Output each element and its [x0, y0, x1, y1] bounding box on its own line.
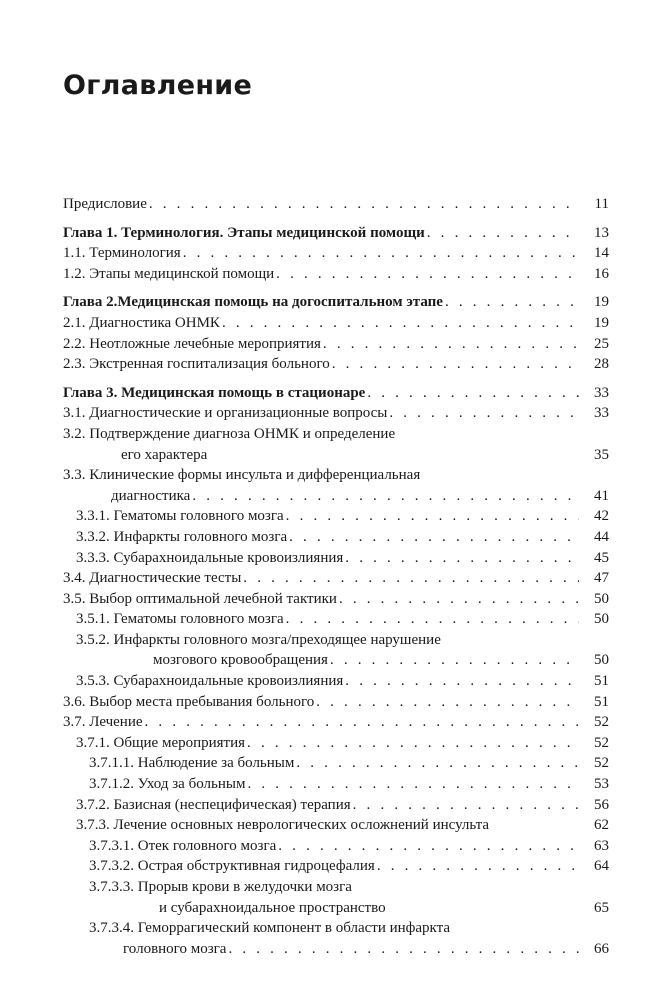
toc-entry-title: 3.3. Клинические формы инсульта и дифференциальная	[63, 467, 421, 484]
toc-entry-title: 3.5.2. Инфаркты головного мозга/преходящее нарушение	[76, 631, 441, 648]
toc-entry-page: 50	[594, 652, 609, 669]
toc-entry-title: Глава 1. Терминология. Этапы медицинской помощи	[63, 224, 425, 241]
toc-entry-chapter-2	[63, 292, 609, 313]
toc-entry-chapter-3	[63, 383, 609, 404]
toc-entry-title: 3.7.3.1. Отек головного мозга	[89, 837, 277, 854]
toc-entry-page: 14	[594, 245, 609, 262]
toc-leader-dots	[445, 292, 579, 313]
toc-entry-page: 52	[594, 734, 609, 751]
toc-entry	[63, 692, 609, 713]
toc-entry	[63, 568, 609, 589]
toc-entry-title-continued: его характера	[121, 446, 208, 463]
toc-leader-dots	[183, 243, 579, 264]
toc-entry	[63, 877, 609, 898]
toc-entry-title: Предисловие	[63, 196, 147, 212]
toc-leader-dots	[243, 568, 579, 589]
toc-entry-continuation	[63, 939, 609, 960]
toc-entry-page: 64	[594, 858, 609, 875]
toc-entry-continuation	[63, 650, 609, 671]
toc-entry-page: 63	[594, 837, 609, 854]
toc-leader-dots	[296, 753, 579, 774]
toc-entry	[63, 424, 609, 445]
toc-entry-page: 42	[594, 508, 609, 525]
toc-leader-dots	[330, 650, 579, 671]
page-title: Оглавление	[63, 70, 253, 101]
toc-entry-title: 3.7.3.4. Геморрагический компонент в области инфаркта	[89, 920, 451, 937]
toc-leader-dots	[339, 589, 579, 610]
toc-entry-title: 3.7.1.1. Наблюдение за больным	[89, 755, 295, 772]
toc-entry-page: 41	[594, 487, 609, 504]
toc-entry-page: 16	[594, 265, 609, 282]
toc-entry-page: 51	[594, 673, 609, 690]
toc-entry-page: 47	[594, 570, 609, 587]
toc-entry	[63, 403, 609, 424]
toc-entry-page: 33	[594, 405, 609, 422]
toc-entry-continuation	[63, 445, 609, 466]
toc-entry	[63, 918, 609, 939]
toc-entry-page: 25	[594, 335, 609, 352]
toc-leader-dots	[427, 223, 579, 244]
toc-entry	[63, 609, 609, 630]
toc-leader-dots	[353, 795, 579, 816]
toc-leader-dots	[289, 527, 579, 548]
toc-leader-dots	[247, 733, 579, 754]
toc-entry-page: 33	[594, 384, 609, 401]
toc-entry-title: 3.7.2. Базисная (неспецифическая) терапия	[76, 796, 351, 813]
toc-entry-title: 3.7. Лечение	[63, 714, 143, 731]
toc-entry-title: 3.1. Диагностические и организационные вопросы	[63, 405, 388, 422]
toc-entry	[63, 334, 609, 355]
toc-entry	[63, 243, 609, 264]
toc-entry	[63, 753, 609, 774]
toc-entry	[63, 630, 609, 651]
toc-entry-title: 3.3.3. Субарахноидальные кровоизлияния	[76, 549, 344, 566]
toc-entry-title: Глава 2.Медицинская помощь на догоспитальном этапе	[63, 294, 443, 311]
toc-entry-page: 13	[594, 224, 609, 241]
toc-entry-title: 3.7.1.2. Уход за больным	[89, 776, 246, 793]
toc-entry-title: 1.1. Терминология	[63, 245, 181, 262]
toc-entry-title: 3.3.1. Гематомы головного мозга	[76, 508, 284, 525]
toc-leader-dots	[192, 486, 579, 507]
toc-leader-dots	[247, 774, 579, 795]
toc-entry-preface	[63, 194, 609, 215]
toc-leader-dots	[345, 671, 579, 692]
toc-entry-page: 45	[594, 549, 609, 566]
toc-entry-page: 50	[594, 611, 609, 628]
toc-entry-page: 19	[594, 314, 609, 331]
toc-leader-dots	[367, 383, 579, 404]
toc-leader-dots	[145, 712, 579, 733]
toc-entry-page: 50	[594, 590, 609, 607]
toc-entry-title: 2.2. Неотложные лечебные мероприятия	[63, 335, 321, 352]
toc-entry-title: 2.3. Экстренная госпитализация больного	[63, 356, 330, 373]
toc-entry	[63, 795, 609, 816]
toc-entry-page: 52	[594, 714, 609, 731]
toc-leader-dots	[332, 354, 579, 375]
toc-entry-title: 3.5.3. Субарахноидальные кровоизлияния	[76, 673, 344, 690]
toc-leader-dots	[286, 506, 579, 527]
toc-entry	[63, 712, 609, 733]
toc-entry-chapter-1	[63, 223, 609, 244]
toc-entry-page: 53	[594, 776, 609, 793]
toc-entry-page: 44	[594, 528, 609, 545]
toc-entry	[63, 527, 609, 548]
toc-entry-title: 3.2. Подтверждение диагноза ОНМК и определение	[63, 425, 396, 442]
toc-entry-page: 52	[594, 755, 609, 772]
toc-entry-page: 11	[594, 196, 609, 212]
toc-entry	[63, 815, 609, 836]
toc-entry-title-continued: головного мозга	[123, 940, 227, 957]
toc-leader-dots	[149, 194, 579, 215]
toc-entry	[63, 733, 609, 754]
toc-entry-title: 3.7.3.3. Прорыв крови в желудочки мозга	[89, 879, 352, 895]
toc-entry	[63, 506, 609, 527]
toc-entry-page: 19	[594, 294, 609, 311]
toc-leader-dots	[316, 692, 579, 713]
toc-entry-title: 3.5. Выбор оптимальной лечебной тактики	[63, 590, 337, 607]
toc-entry-page: 35	[594, 446, 609, 463]
toc-entry	[63, 264, 609, 285]
toc-entry	[63, 548, 609, 569]
toc-leader-dots	[323, 334, 579, 355]
toc-leader-dots	[286, 609, 579, 630]
toc-entry-title: 1.2. Этапы медицинской помощи	[63, 265, 275, 282]
toc-entry-title-continued: мозгового кровообращения	[153, 652, 328, 669]
toc-entry	[63, 354, 609, 375]
toc-entry-page: 65	[594, 899, 609, 916]
toc-entry-title: 3.4. Диагностические тесты	[63, 570, 242, 587]
toc-entry-page: 62	[594, 817, 609, 834]
toc-entry-title: 3.5.1. Гематомы головного мозга	[76, 611, 284, 628]
toc-entry-page: 56	[594, 796, 609, 813]
toc-entry-title-continued: диагностика	[111, 487, 191, 504]
toc-entry-title-continued: и субарахноидальное пространство	[159, 899, 386, 916]
toc-entry	[63, 313, 609, 334]
toc-entry-page: 51	[594, 693, 609, 710]
table-of-contents	[63, 194, 609, 959]
toc-leader-dots	[228, 939, 579, 960]
toc-leader-dots	[276, 264, 579, 285]
toc-entry	[63, 774, 609, 795]
toc-entry	[63, 671, 609, 692]
toc-entry	[63, 465, 609, 486]
toc-entry-title: 2.1. Диагностика ОНМК	[63, 314, 220, 331]
toc-leader-dots	[377, 856, 579, 877]
toc-entry	[63, 856, 609, 877]
toc-entry-title: 3.7.3. Лечение основных неврологических осложнений инсульта	[76, 817, 490, 834]
toc-entry	[63, 589, 609, 610]
toc-leader-dots	[278, 836, 579, 857]
toc-leader-dots	[345, 548, 579, 569]
toc-entry-title: 3.6. Выбор места пребывания больного	[63, 693, 315, 710]
toc-entry-continuation	[63, 486, 609, 507]
toc-entry-page: 66	[594, 940, 609, 957]
toc-entry-title: 3.7.1. Общие мероприятия	[76, 734, 246, 751]
toc-entry-page: 28	[594, 356, 609, 373]
toc-entry	[63, 836, 609, 857]
toc-entry-title: Глава 3. Медицинская помощь в стационаре	[63, 384, 366, 401]
toc-entry-title: 3.3.2. Инфаркты головного мозга	[76, 528, 288, 545]
toc-entry-continuation	[63, 898, 609, 919]
toc-leader-dots	[222, 313, 579, 334]
toc-entry-title: 3.7.3.2. Острая обструктивная гидроцефалия	[89, 858, 375, 875]
toc-leader-dots	[389, 403, 579, 424]
